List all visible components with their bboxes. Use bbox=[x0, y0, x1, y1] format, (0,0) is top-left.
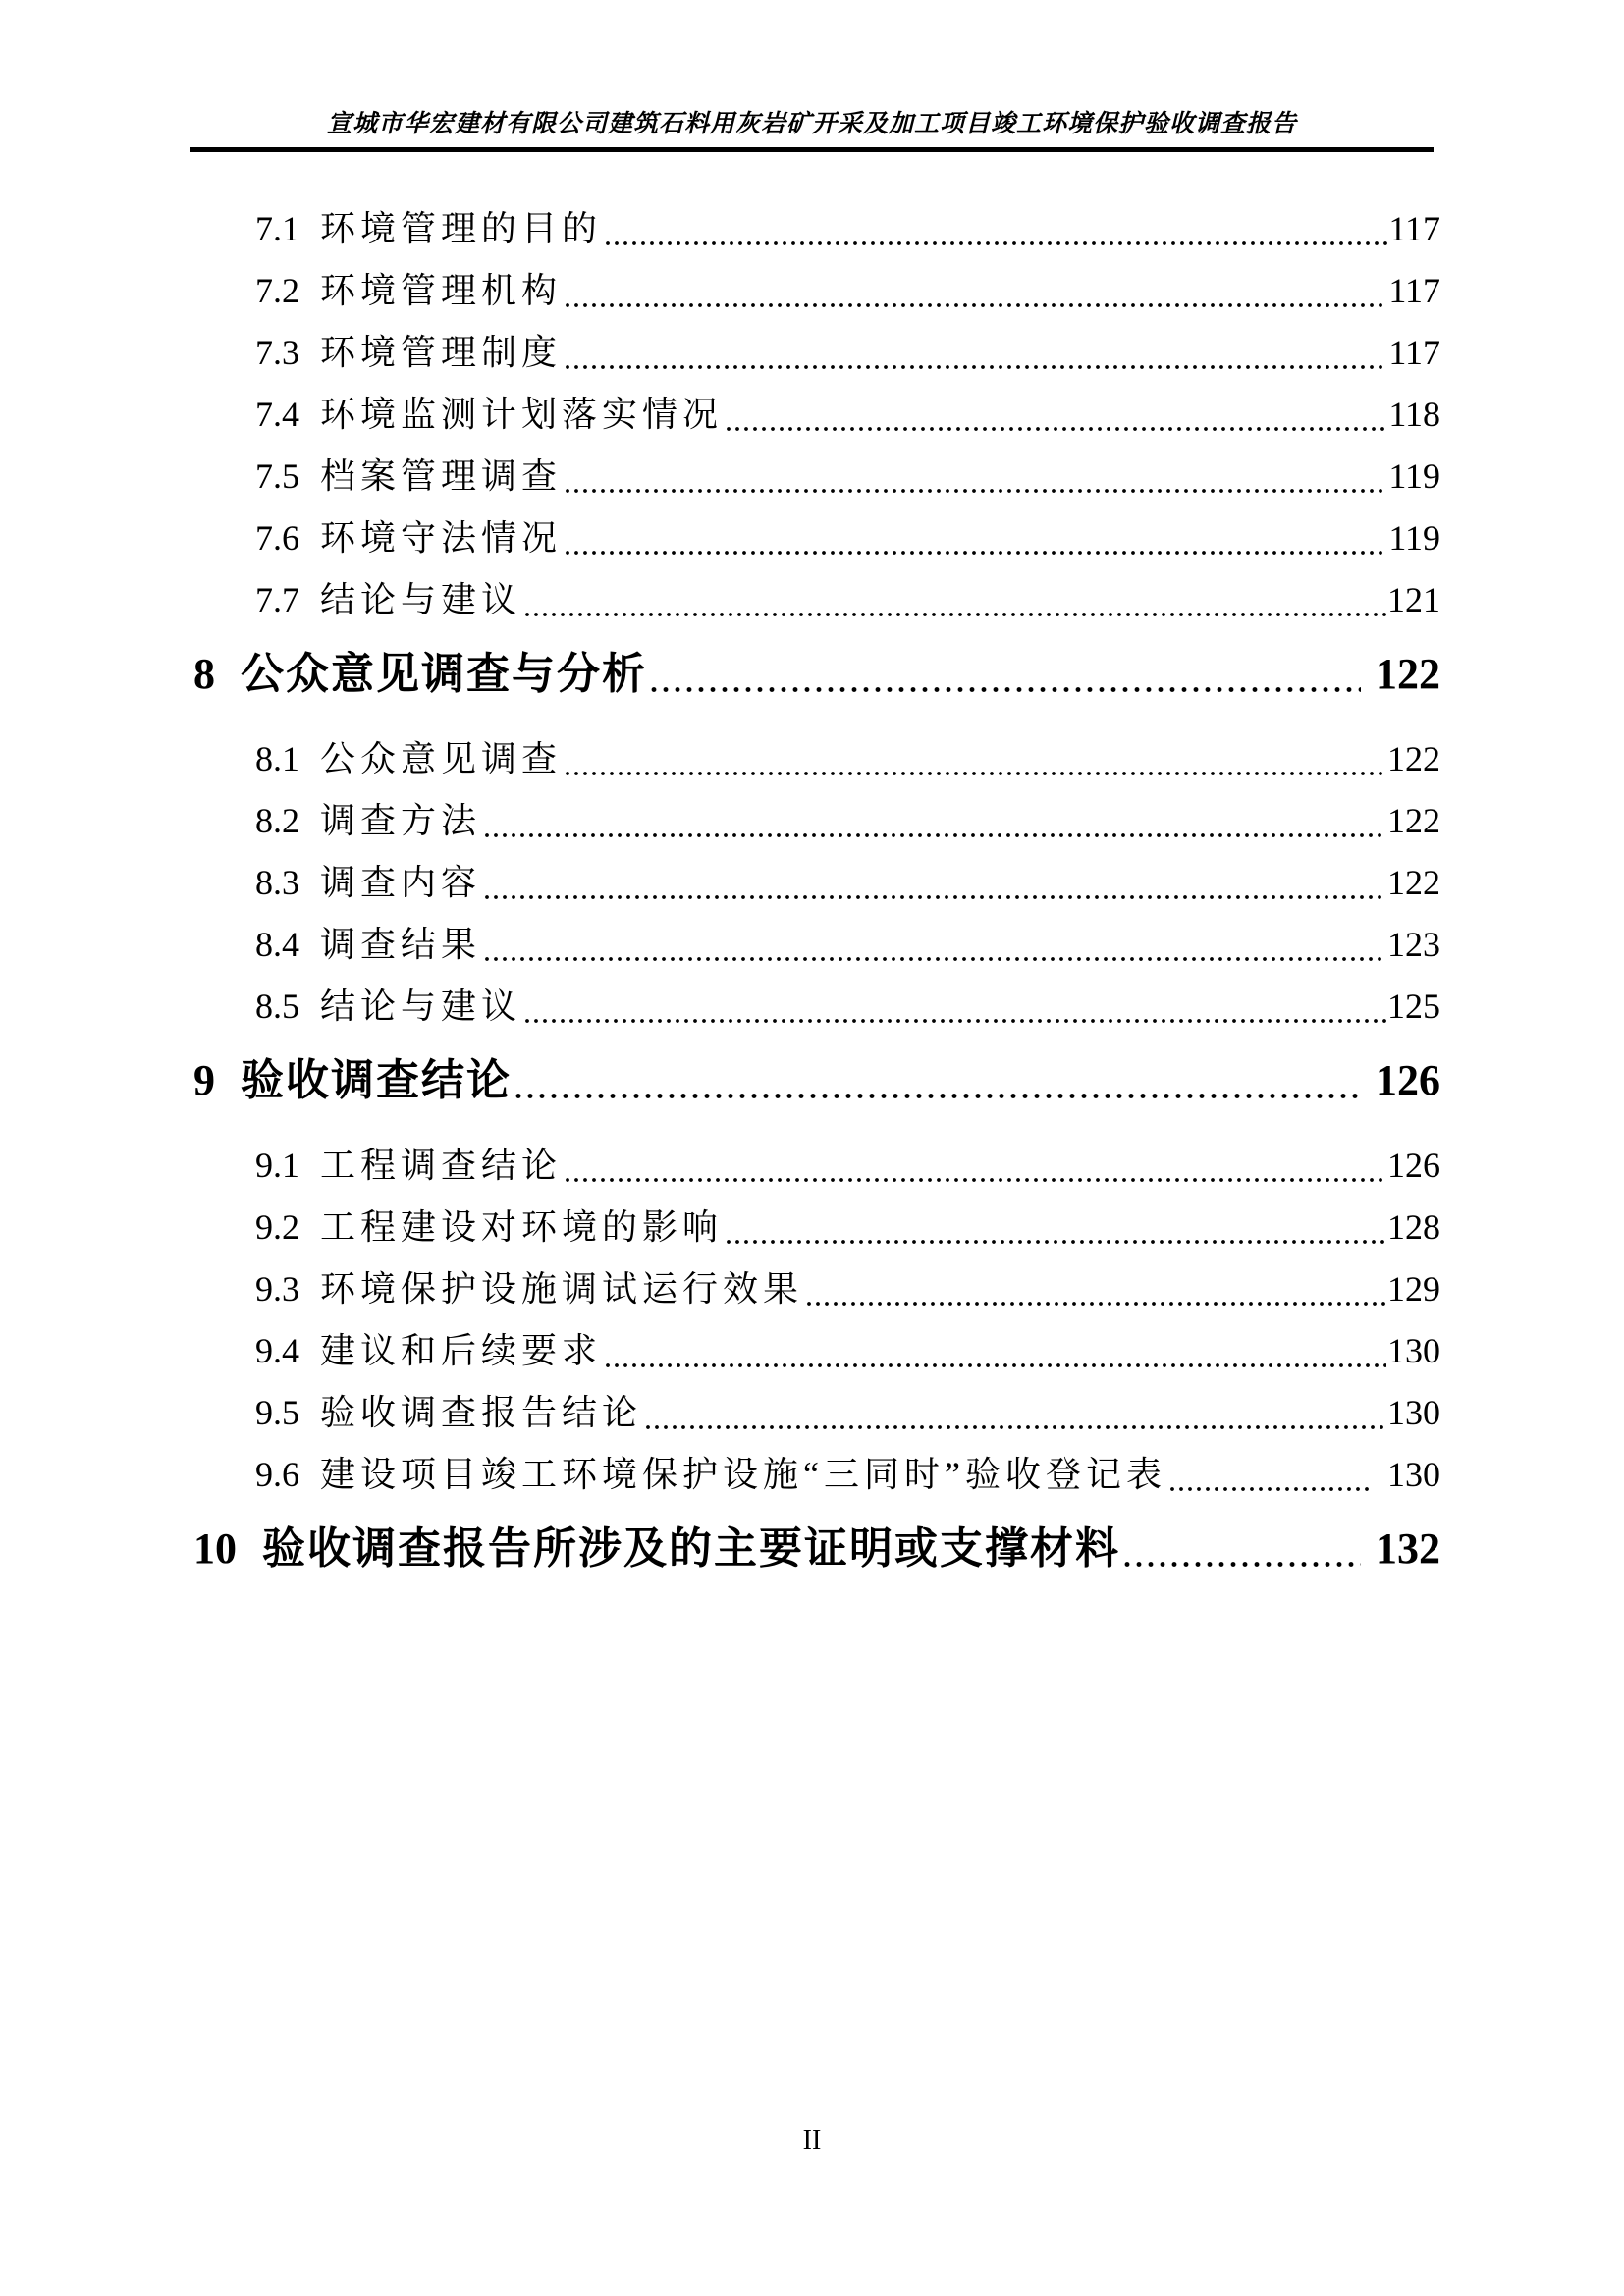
toc-entry-title: 公众意见调查与分析 bbox=[241, 650, 647, 698]
toc-entry-title: 调查内容 bbox=[320, 863, 482, 902]
toc-entry-number: 7.2 bbox=[255, 271, 299, 310]
toc-entry-page: 128 bbox=[1387, 1207, 1440, 1247]
toc-entry-number: 10 bbox=[193, 1524, 237, 1573]
toc-entry-page: 122 bbox=[1387, 863, 1440, 902]
header-rule bbox=[190, 147, 1434, 152]
toc-entry-number: 8.1 bbox=[255, 739, 299, 778]
toc-entry-page: 130 bbox=[1387, 1393, 1440, 1432]
toc-entry[interactable] bbox=[193, 728, 1440, 790]
toc-entry[interactable] bbox=[193, 384, 1440, 446]
toc-entry-title: 结论与建议 bbox=[320, 987, 522, 1026]
toc-leader-dots bbox=[723, 384, 1388, 446]
toc-entry-number: 9.1 bbox=[255, 1146, 299, 1185]
toc-leader-dots bbox=[481, 790, 1387, 852]
toc-entry-page: 118 bbox=[1388, 395, 1440, 434]
toc-leader-dots bbox=[521, 976, 1387, 1038]
toc-entry-title: 工程建设对环境的影响 bbox=[320, 1207, 724, 1247]
toc-entry-page: 123 bbox=[1387, 925, 1440, 964]
toc-entry-title: 环境管理的目的 bbox=[320, 209, 603, 248]
toc-entry[interactable] bbox=[193, 1320, 1440, 1382]
toc-entry-title: 环境管理制度 bbox=[320, 333, 563, 372]
toc-entry-number: 7.1 bbox=[255, 209, 299, 248]
toc-entry-number: 9 bbox=[193, 1056, 215, 1104]
toc-entry-page: 122 bbox=[1376, 650, 1440, 698]
toc-entry-number: 8.5 bbox=[255, 987, 299, 1026]
header-title: 宣城市华宏建材有限公司建筑石料用灰岩矿开采及加工项目竣工环境保护验收调查报告 bbox=[326, 111, 1297, 137]
toc-entry-number: 9.5 bbox=[255, 1393, 299, 1432]
toc-leader-dots bbox=[562, 446, 1388, 507]
toc-entry-number: 7.6 bbox=[255, 518, 299, 558]
page-footer bbox=[0, 2124, 1624, 2158]
toc-leader-dots bbox=[803, 1258, 1387, 1320]
toc-list bbox=[193, 198, 1440, 1579]
toc-entry[interactable] bbox=[193, 507, 1440, 569]
toc-leader-dots bbox=[602, 1320, 1387, 1382]
toc-entry-title: 公众意见调查 bbox=[320, 739, 563, 778]
toc-leader-dots bbox=[1120, 1518, 1362, 1579]
toc-entry-title: 环境监测计划落实情况 bbox=[320, 395, 724, 434]
toc-entry[interactable] bbox=[193, 1258, 1440, 1320]
toc-leader-dots bbox=[642, 1382, 1387, 1444]
toc-entry-page: 129 bbox=[1387, 1269, 1440, 1308]
toc-entry-page: 125 bbox=[1387, 987, 1440, 1026]
toc-entry-number: 7.5 bbox=[255, 456, 299, 496]
toc-entry-title: 建设项目竣工环境保护设施“三同时”验收登记表 bbox=[320, 1455, 1166, 1494]
toc-entry-number: 9.3 bbox=[255, 1269, 299, 1308]
toc-entry-page: 126 bbox=[1387, 1146, 1440, 1185]
toc-entry-page: 117 bbox=[1388, 209, 1440, 248]
page-header bbox=[0, 0, 1624, 152]
toc-entry-page: 130 bbox=[1387, 1455, 1440, 1494]
toc-entry-number: 8.4 bbox=[255, 925, 299, 964]
toc-entry[interactable] bbox=[193, 643, 1440, 705]
toc-leader-dots bbox=[647, 643, 1362, 705]
toc-entry-title: 建议和后续要求 bbox=[320, 1331, 603, 1370]
toc-entry-page: 117 bbox=[1388, 271, 1440, 310]
toc-leader-dots bbox=[481, 852, 1387, 914]
toc-entry-page: 122 bbox=[1387, 801, 1440, 840]
toc-entry[interactable] bbox=[193, 1518, 1440, 1579]
toc-entry-page: 122 bbox=[1387, 739, 1440, 778]
toc-entry-number: 9.6 bbox=[255, 1455, 299, 1494]
toc-entry-number: 8 bbox=[193, 650, 215, 698]
toc-entry-title: 档案管理调查 bbox=[320, 456, 563, 496]
toc-entry[interactable] bbox=[193, 198, 1440, 260]
toc-entry-title: 调查方法 bbox=[320, 801, 482, 840]
toc-entry[interactable] bbox=[193, 1382, 1440, 1444]
toc-entry-page: 121 bbox=[1387, 580, 1440, 619]
toc-entry-title: 环境保护设施调试运行效果 bbox=[320, 1269, 804, 1308]
toc-entry-title: 环境守法情况 bbox=[320, 518, 563, 558]
toc-leader-dots bbox=[562, 728, 1387, 790]
toc-entry-title: 验收调查报告结论 bbox=[320, 1393, 643, 1432]
toc-entry-title: 验收调查报告所涉及的主要证明或支撑材料 bbox=[262, 1524, 1120, 1573]
toc-entry-page: 119 bbox=[1388, 456, 1440, 496]
toc-entry[interactable] bbox=[193, 914, 1440, 976]
toc-entry-title: 调查结果 bbox=[320, 925, 482, 964]
toc-entry-page: 130 bbox=[1387, 1331, 1440, 1370]
toc-entry[interactable] bbox=[193, 322, 1440, 384]
toc-entry-page: 119 bbox=[1388, 518, 1440, 558]
toc-entry-page: 117 bbox=[1388, 333, 1440, 372]
toc-leader-dots bbox=[562, 507, 1388, 569]
toc-entry[interactable] bbox=[193, 569, 1440, 631]
toc-entry[interactable] bbox=[193, 1049, 1440, 1111]
toc-entry-number: 7.7 bbox=[255, 580, 299, 619]
toc-entry[interactable] bbox=[193, 446, 1440, 507]
toc-entry-page: 126 bbox=[1376, 1056, 1440, 1104]
toc-entry-number: 8.3 bbox=[255, 863, 299, 902]
toc-entry-title: 工程调查结论 bbox=[320, 1146, 563, 1185]
toc-leader-dots bbox=[481, 914, 1387, 976]
toc-entry-number: 9.4 bbox=[255, 1331, 299, 1370]
toc-entry-number: 8.2 bbox=[255, 801, 299, 840]
toc-entry[interactable] bbox=[193, 790, 1440, 852]
toc-leader-dots bbox=[562, 322, 1388, 384]
toc-leader-dots bbox=[602, 198, 1388, 260]
toc-leader-dots bbox=[562, 260, 1388, 322]
toc-entry-title: 结论与建议 bbox=[320, 580, 522, 619]
toc-entry-number: 7.4 bbox=[255, 395, 299, 434]
toc-leader-dots bbox=[723, 1197, 1387, 1258]
footer-page-number: II bbox=[802, 2125, 822, 2156]
toc-entry-title: 环境管理机构 bbox=[320, 271, 563, 310]
toc-entry[interactable] bbox=[193, 852, 1440, 914]
toc-leader-dots bbox=[521, 569, 1387, 631]
toc-entry[interactable] bbox=[193, 1135, 1440, 1197]
toc-entry-title: 验收调查结论 bbox=[241, 1056, 512, 1104]
toc-leader-dots bbox=[1166, 1444, 1374, 1506]
toc-entry-number: 7.3 bbox=[255, 333, 299, 372]
toc-entry[interactable] bbox=[193, 976, 1440, 1038]
toc-leader-dots bbox=[512, 1049, 1362, 1111]
toc-entry[interactable] bbox=[193, 1444, 1440, 1506]
toc-entry[interactable] bbox=[193, 260, 1440, 322]
toc-entry[interactable] bbox=[193, 1197, 1440, 1258]
toc-entry-number: 9.2 bbox=[255, 1207, 299, 1247]
toc-entry-page: 132 bbox=[1376, 1524, 1440, 1573]
toc-leader-dots bbox=[562, 1135, 1387, 1197]
